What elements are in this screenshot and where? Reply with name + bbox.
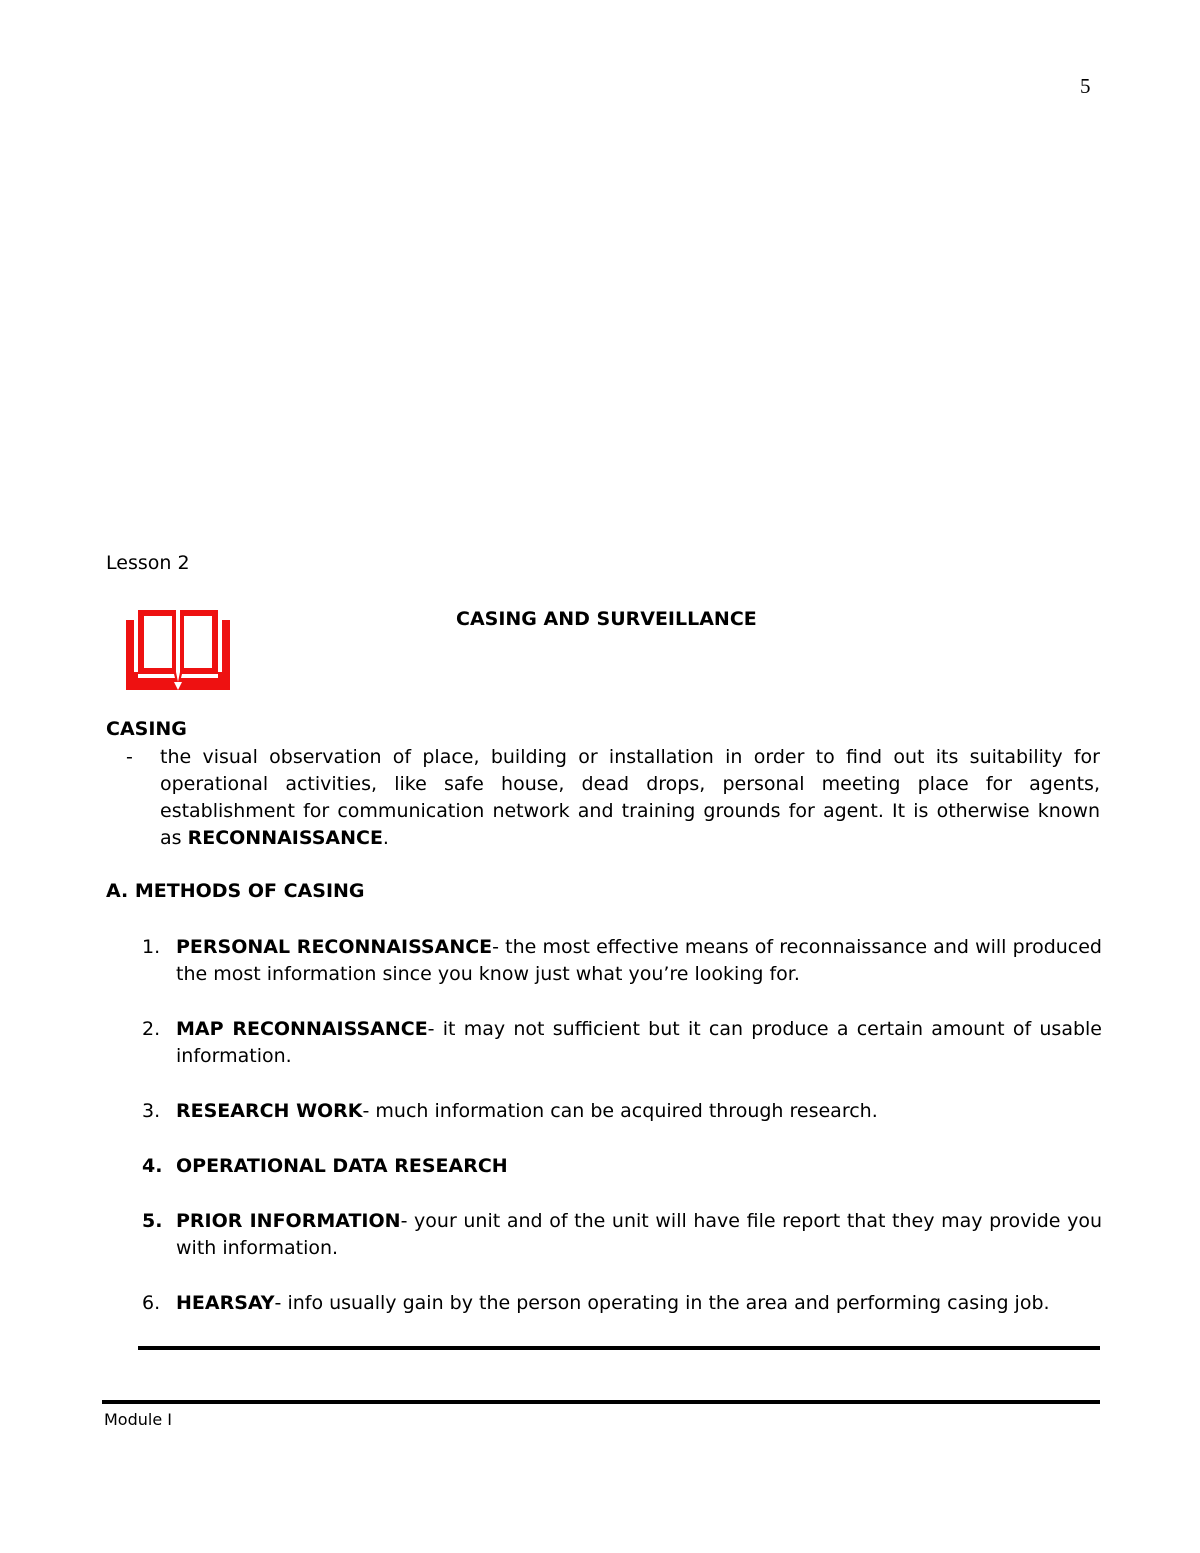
item-number: 1. [142, 936, 161, 958]
footer-divider [102, 1400, 1100, 1404]
item-desc: - it may not sufficient but it can produce a certain amount of usable information. [176, 1018, 1102, 1067]
book-icon [124, 606, 232, 690]
item-term: MAP RECONNAISSANCE [176, 1018, 428, 1040]
item-number: 6. [142, 1292, 161, 1314]
list-item [142, 934, 1102, 988]
list-item [142, 1290, 1102, 1317]
list-item [142, 1016, 1102, 1070]
item-term: OPERATIONAL DATA RESEARCH [176, 1155, 508, 1177]
item-term: PRIOR INFORMATION [176, 1210, 401, 1232]
item-desc: - the most effective means of reconnaissance and will produced the most information since you know just what you’re looking for. [176, 936, 1102, 985]
list-item [142, 1153, 1102, 1180]
definition-period: . [382, 827, 389, 849]
casing-definition [160, 744, 1100, 852]
list-item [142, 1098, 1102, 1125]
item-desc: - your unit and of the unit will have file report that they may provide you with information. [176, 1210, 1102, 1259]
definition-term: RECONNAISSANCE [187, 827, 383, 849]
casing-heading: CASING [106, 718, 187, 740]
item-term: PERSONAL RECONNAISSANCE [176, 936, 493, 958]
item-desc: - much information can be acquired through research. [362, 1100, 878, 1122]
definition-dash: - [126, 746, 133, 768]
item-term: HEARSAY [176, 1292, 275, 1314]
item-number: 3. [142, 1100, 161, 1122]
item-number: 4. [142, 1155, 163, 1177]
lesson-label: Lesson 2 [106, 552, 190, 574]
item-desc: - info usually gain by the person operating in the area and performing casing job. [274, 1292, 1050, 1314]
section-divider [138, 1346, 1100, 1350]
item-number: 2. [142, 1018, 161, 1040]
footer-module-label: Module I [104, 1410, 172, 1429]
definition-text: the visual observation of place, building or installation in order to find out its suitability for operational activities, like safe house, dead drops, personal meeting place for agents, establishment for communication network and training grounds for agent. It is otherwise known as [160, 746, 1100, 849]
list-item [142, 1208, 1102, 1262]
item-term: RESEARCH WORK [176, 1100, 363, 1122]
methods-heading: A. METHODS OF CASING [106, 880, 365, 902]
lesson-title: CASING AND SURVEILLANCE [456, 608, 757, 630]
page-number: 5 [1080, 74, 1091, 98]
item-number: 5. [142, 1210, 163, 1232]
